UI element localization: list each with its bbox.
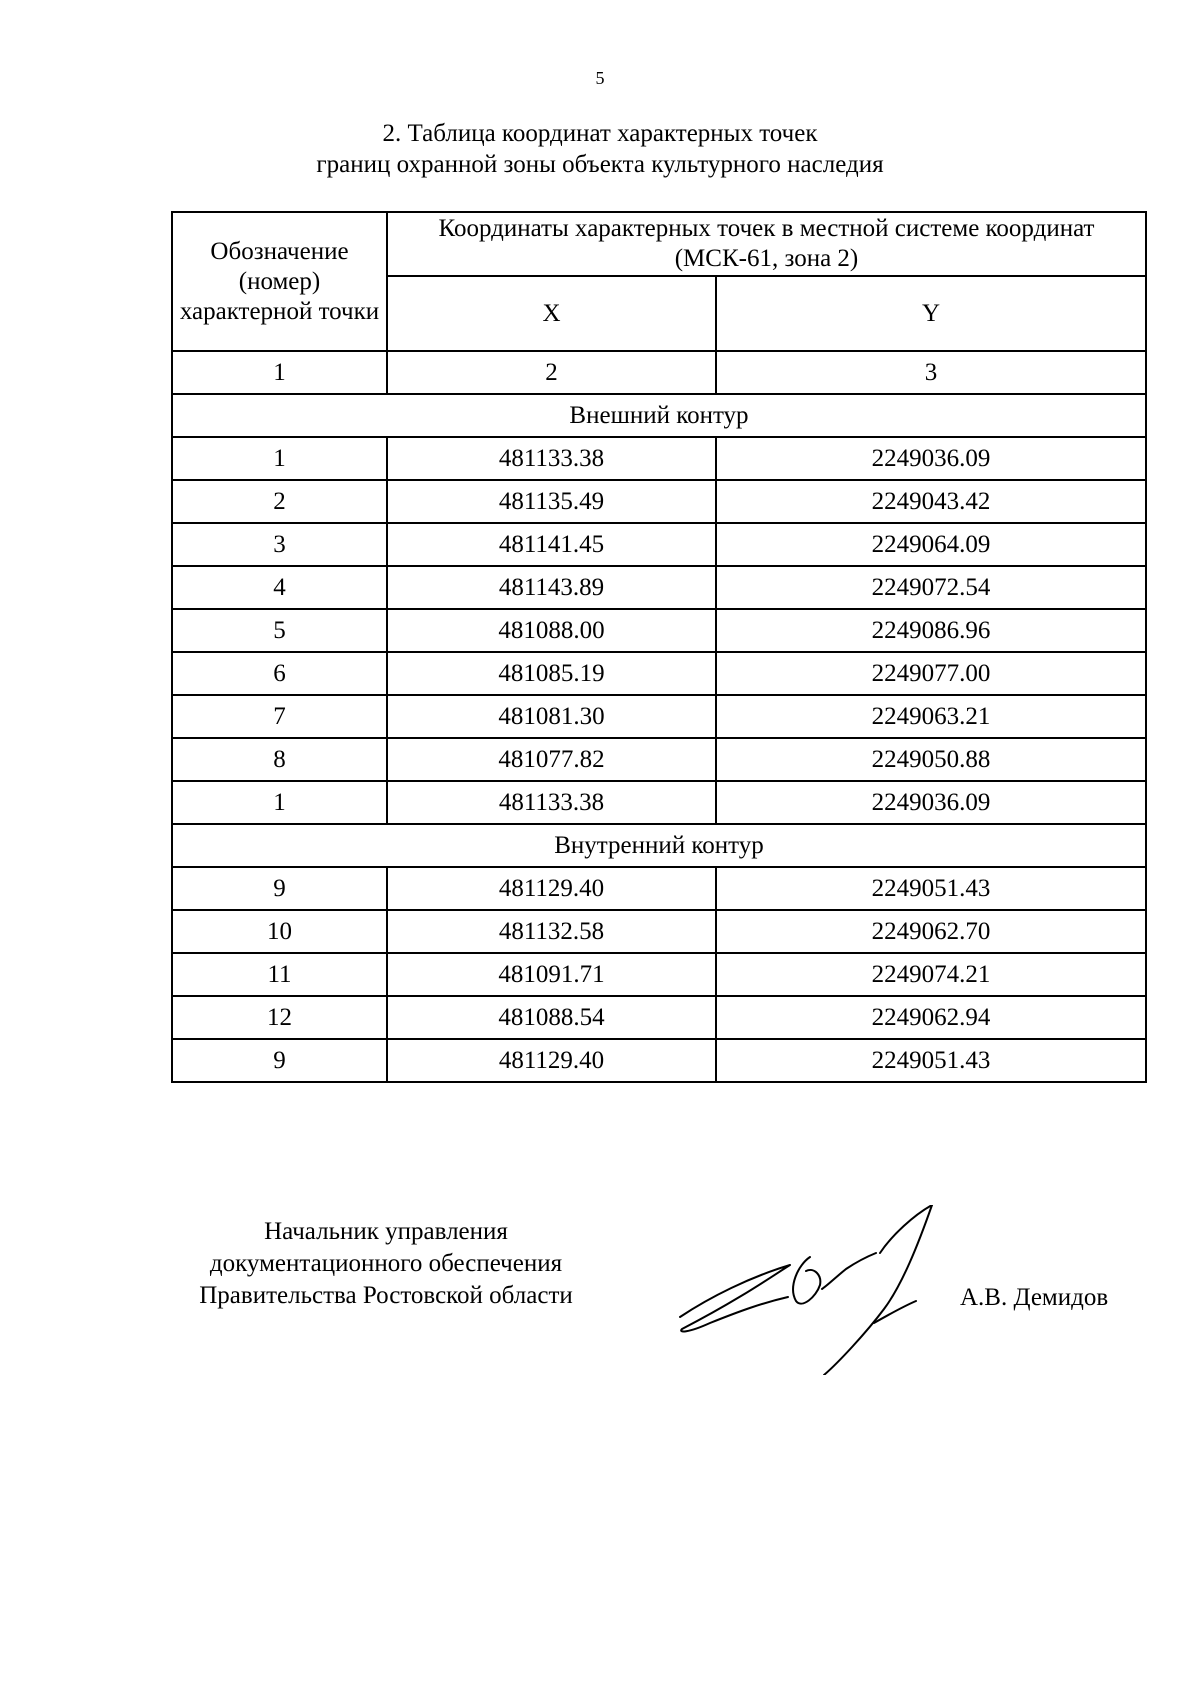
section-row xyxy=(172,824,1146,867)
point-cell: 10 xyxy=(172,910,387,953)
point-cell: 12 xyxy=(172,996,387,1039)
page-number: 5 xyxy=(595,68,605,88)
y-coordinate-cell: 2249036.09 xyxy=(716,437,1146,480)
position-line-3: Правительства Ростовской области xyxy=(199,1282,573,1309)
point-cell: 11 xyxy=(172,953,387,996)
x-coordinate-cell: 481077.82 xyxy=(387,738,716,781)
table-row xyxy=(172,695,1146,738)
x-coordinate-cell: 481133.38 xyxy=(387,437,716,480)
point-cell: 1 xyxy=(172,781,387,824)
y-coordinate-cell: 2249051.43 xyxy=(716,867,1146,910)
x-column-header: X xyxy=(387,276,716,351)
coordinates-group-header: Координаты характерных точек в местной системе координат (МСК-61, зона 2) xyxy=(387,212,1146,276)
signatory-name: А.В. Демидов xyxy=(960,1284,1109,1311)
y-column-header: Y xyxy=(716,276,1146,351)
section-title: Внутренний контур xyxy=(172,824,1146,867)
table-row xyxy=(172,738,1146,781)
point-cell: 9 xyxy=(172,1039,387,1082)
x-coordinate-cell: 481141.45 xyxy=(387,523,716,566)
table-row xyxy=(172,1039,1146,1082)
point-cell: 5 xyxy=(172,609,387,652)
table-row xyxy=(172,609,1146,652)
title-line-1: 2. Таблица координат характерных точек xyxy=(382,120,818,147)
x-coordinate-cell: 481129.40 xyxy=(387,1039,716,1082)
x-coordinate-cell: 481135.49 xyxy=(387,480,716,523)
table-row xyxy=(172,652,1146,695)
column-number: 2 xyxy=(387,351,716,394)
point-cell: 1 xyxy=(172,437,387,480)
position-line-2: документационного обеспечения xyxy=(209,1250,563,1277)
table-row xyxy=(172,867,1146,910)
y-coordinate-cell: 2249086.96 xyxy=(716,609,1146,652)
position-line-1: Начальник управления xyxy=(264,1218,508,1245)
coordinates-table xyxy=(171,211,1147,1083)
table-row xyxy=(172,910,1146,953)
x-coordinate-cell: 481085.19 xyxy=(387,652,716,695)
y-coordinate-cell: 2249063.21 xyxy=(716,695,1146,738)
x-coordinate-cell: 481081.30 xyxy=(387,695,716,738)
handwritten-signature-icon xyxy=(670,1205,970,1375)
x-coordinate-cell: 481143.89 xyxy=(387,566,716,609)
point-cell: 3 xyxy=(172,523,387,566)
y-coordinate-cell: 2249074.21 xyxy=(716,953,1146,996)
x-coordinate-cell: 481132.58 xyxy=(387,910,716,953)
table-row xyxy=(172,437,1146,480)
y-coordinate-cell: 2249036.09 xyxy=(716,781,1146,824)
y-coordinate-cell: 2249062.94 xyxy=(716,996,1146,1039)
document-title xyxy=(0,118,1200,180)
x-coordinate-cell: 481088.00 xyxy=(387,609,716,652)
y-coordinate-cell: 2249062.70 xyxy=(716,910,1146,953)
y-coordinate-cell: 2249072.54 xyxy=(716,566,1146,609)
point-cell: 8 xyxy=(172,738,387,781)
section-title: Внешний контур xyxy=(172,394,1146,437)
column-number-row xyxy=(172,351,1146,394)
x-coordinate-cell: 481088.54 xyxy=(387,996,716,1039)
table-row xyxy=(172,566,1146,609)
title-line-2: границ охранной зоны объекта культурного наследия xyxy=(316,151,884,178)
point-cell: 2 xyxy=(172,480,387,523)
y-coordinate-cell: 2249051.43 xyxy=(716,1039,1146,1082)
x-coordinate-cell: 481129.40 xyxy=(387,867,716,910)
table-row xyxy=(172,996,1146,1039)
table-header-row xyxy=(172,212,1146,276)
point-cell: 7 xyxy=(172,695,387,738)
section-row xyxy=(172,394,1146,437)
table-row xyxy=(172,480,1146,523)
y-coordinate-cell: 2249043.42 xyxy=(716,480,1146,523)
point-cell: 9 xyxy=(172,867,387,910)
table-row xyxy=(172,523,1146,566)
x-coordinate-cell: 481091.71 xyxy=(387,953,716,996)
column-number: 1 xyxy=(172,351,387,394)
column-number: 3 xyxy=(716,351,1146,394)
point-designation-header: Обозначение (номер) характерной точки xyxy=(172,212,387,351)
y-coordinate-cell: 2249064.09 xyxy=(716,523,1146,566)
table-row xyxy=(172,953,1146,996)
y-coordinate-cell: 2249050.88 xyxy=(716,738,1146,781)
point-cell: 4 xyxy=(172,566,387,609)
signatory-position xyxy=(171,1216,601,1312)
point-cell: 6 xyxy=(172,652,387,695)
y-coordinate-cell: 2249077.00 xyxy=(716,652,1146,695)
x-coordinate-cell: 481133.38 xyxy=(387,781,716,824)
table-row xyxy=(172,781,1146,824)
